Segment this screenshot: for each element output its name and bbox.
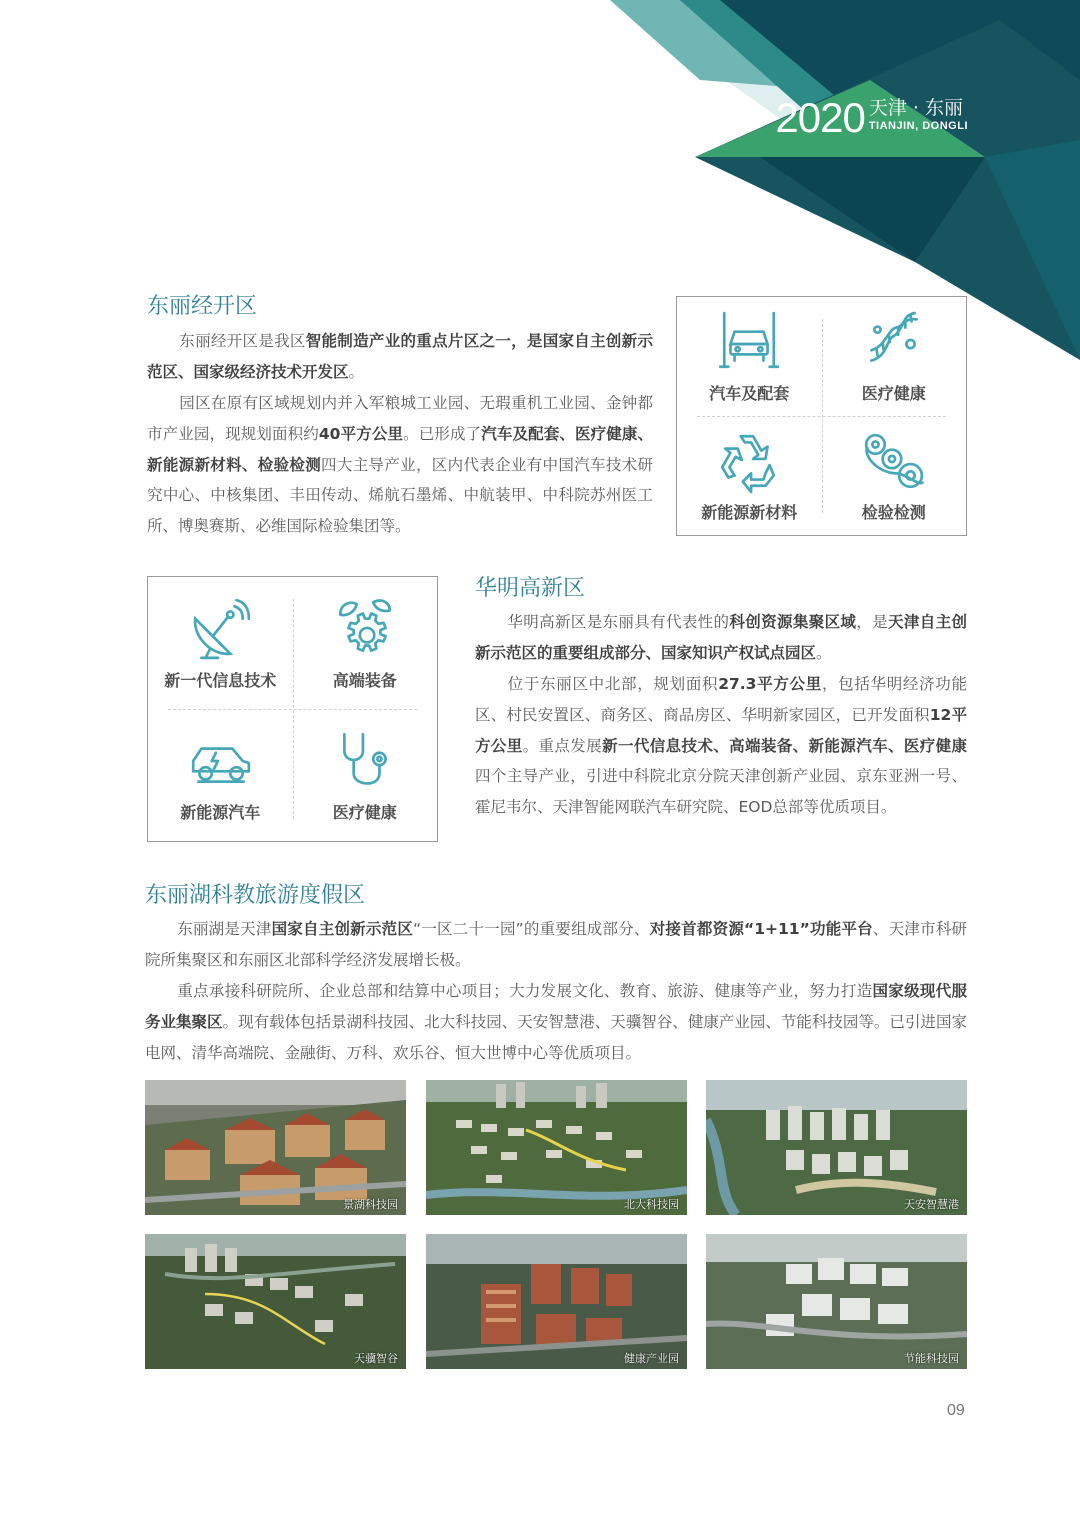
industry-cell bbox=[677, 416, 822, 535]
kaifa-paragraph-2 bbox=[147, 388, 653, 542]
river-city-photo bbox=[706, 1080, 967, 1215]
photo-caption: 天骥智谷 bbox=[354, 1352, 398, 1365]
highlight-text: 天津自主创新示范区的重要组成部分、国家知识产权试点园区 bbox=[475, 613, 967, 662]
huaming-paragraph-2 bbox=[475, 669, 967, 823]
body-text: 四个主导产业，引进中科院北京分院天津创新产业园、京东亚洲一号、霍尼韦尔、天津智能网联汽车研究院、EOD总部等优质项目。 bbox=[475, 767, 967, 817]
photo-caption: 节能科技园 bbox=[904, 1352, 959, 1365]
gear-leaf-icon bbox=[332, 596, 398, 662]
photo-caption: 健康产业园 bbox=[624, 1352, 679, 1365]
brand-year: 2020 bbox=[775, 94, 865, 141]
car-lift-icon bbox=[716, 309, 782, 375]
villa-aerial-photo bbox=[145, 1080, 406, 1215]
highlight-text: 汽车及配套、医疗健康、新能源新材料、检验检测 bbox=[147, 424, 653, 474]
satellite-dish-icon bbox=[187, 596, 253, 662]
body-text: 园区在原有区域规划内并入军粮城工业园、无瑕重机工业园、金钟都市产业园，现规划面积约 bbox=[147, 394, 653, 443]
industry-label: 检验检测 bbox=[861, 503, 926, 522]
industry-cell bbox=[293, 577, 438, 709]
industry-cell bbox=[822, 297, 967, 416]
highlight-text: 科创资源集聚区域 bbox=[729, 613, 857, 631]
highlight-text: 新一代信息技术、高端装备、新能源汽车、医疗健康 bbox=[602, 736, 967, 755]
brand-logo bbox=[775, 96, 968, 140]
body-text: ，是 bbox=[856, 613, 889, 631]
photo-beida bbox=[426, 1080, 687, 1215]
body-text: 东丽湖是天津 bbox=[177, 920, 272, 938]
body-text: 、天津市科研院所集聚区和东丽区北部科学经济发展增长极。 bbox=[145, 920, 967, 969]
industry-cell bbox=[822, 416, 967, 535]
huaming-industry-box bbox=[147, 576, 438, 842]
industry-label: 医疗健康 bbox=[332, 802, 397, 822]
section-title-kaifa: 东丽经开区 bbox=[147, 294, 258, 319]
donglihu-paragraph-1 bbox=[145, 914, 967, 976]
body-text: 。已形成了 bbox=[403, 424, 482, 443]
photo-tianji bbox=[145, 1234, 406, 1369]
body-text: 。 bbox=[348, 362, 365, 381]
body-text: ，包括华明经济功能区、村民安置区、商务区、商品房区、华明新家园区，已开发面积 bbox=[475, 675, 967, 724]
highlight-text: 12平方公里 bbox=[475, 705, 967, 755]
recycle-icon bbox=[716, 428, 782, 494]
body-text: 四大主导产业，区内代表企业有中国汽车技术研究中心、中核集团、丰田传动、烯航石墨烯、中航装甲、中科院苏州医工所、博奥赛斯、必维国际检验集团等。 bbox=[147, 455, 653, 536]
body-text: 。现有载体包括景湖科技园、北大科技园、天安智慧港、天骥智谷、健康产业园、节能科技园等。已引进国家电网、清华高端院、金融街、万科、欢乐谷、恒大世博中心等优质项目。 bbox=[145, 1012, 967, 1062]
brand-name-en: TIANJIN, DONGLI bbox=[868, 120, 968, 132]
industry-label: 新能源汽车 bbox=[180, 802, 261, 822]
white-campus-photo bbox=[706, 1234, 967, 1369]
body-text: 重点承接科研院所、企业总部和结算中心项目；大力发展文化、教育、旅游、健康等产业，努力打造 bbox=[177, 982, 873, 1000]
gears-chain-icon bbox=[861, 428, 927, 494]
photo-jieneng bbox=[706, 1234, 967, 1369]
campus-aerial-photo bbox=[426, 1080, 687, 1215]
body-text: 位于东丽区中北部，规划面积 bbox=[507, 675, 719, 693]
stethoscope-icon bbox=[332, 728, 398, 794]
dna-icon bbox=[861, 309, 927, 375]
electric-car-icon bbox=[187, 728, 253, 794]
industry-label: 新能源新材料 bbox=[701, 503, 798, 522]
huaming-paragraph-1 bbox=[475, 607, 967, 669]
industry-label: 医疗健康 bbox=[861, 384, 926, 403]
industry-label: 汽车及配套 bbox=[709, 384, 790, 403]
brand-name-cn: 天津 · 东丽 bbox=[868, 97, 963, 119]
industry-label: 新一代信息技术 bbox=[164, 670, 277, 690]
park-aerial-photo bbox=[145, 1234, 406, 1369]
brick-campus-photo bbox=[426, 1234, 687, 1369]
kaifa-industry-box bbox=[676, 296, 967, 536]
section-title-donglihu: 东丽湖科教旅游度假区 bbox=[145, 883, 366, 908]
section-title-huaming: 华明高新区 bbox=[475, 576, 586, 601]
body-text: 华明高新区是东丽具有代表性的 bbox=[507, 613, 730, 631]
body-text: 。 bbox=[816, 643, 832, 662]
highlight-text: 27.3平方公里 bbox=[718, 675, 822, 693]
industry-cell bbox=[293, 709, 438, 841]
body-text: “一区二十一园”的重要组成部分、 bbox=[413, 920, 650, 938]
photo-caption: 天安智慧港 bbox=[904, 1198, 959, 1211]
photo-tianan bbox=[706, 1080, 967, 1215]
highlight-text: 智能制造产业的重点片区之一，是国家自主创新示范区、国家级经济技术开发区 bbox=[147, 332, 653, 381]
kaifa-paragraph-1 bbox=[147, 326, 653, 388]
industry-cell bbox=[148, 577, 293, 709]
industry-cell bbox=[677, 297, 822, 416]
highlight-text: 对接首都资源“1+11”功能平台 bbox=[649, 920, 873, 938]
photo-caption: 北大科技园 bbox=[624, 1198, 679, 1211]
page-number: 09 bbox=[947, 1402, 965, 1419]
highlight-text: 国家自主创新示范区 bbox=[271, 920, 414, 938]
donglihu-paragraph-2 bbox=[145, 976, 967, 1068]
body-text: 东丽经开区是我区 bbox=[179, 332, 306, 350]
highlight-text: 国家级现代服务业集聚区 bbox=[145, 982, 967, 1031]
industry-label: 高端装备 bbox=[332, 670, 397, 690]
body-text: 。重点发展 bbox=[522, 736, 603, 755]
industry-cell bbox=[148, 709, 293, 841]
photo-jinghu bbox=[145, 1080, 406, 1215]
photo-jiankang bbox=[426, 1234, 687, 1369]
highlight-text: 40平方公里 bbox=[318, 424, 404, 443]
photo-caption: 景湖科技园 bbox=[343, 1198, 398, 1211]
